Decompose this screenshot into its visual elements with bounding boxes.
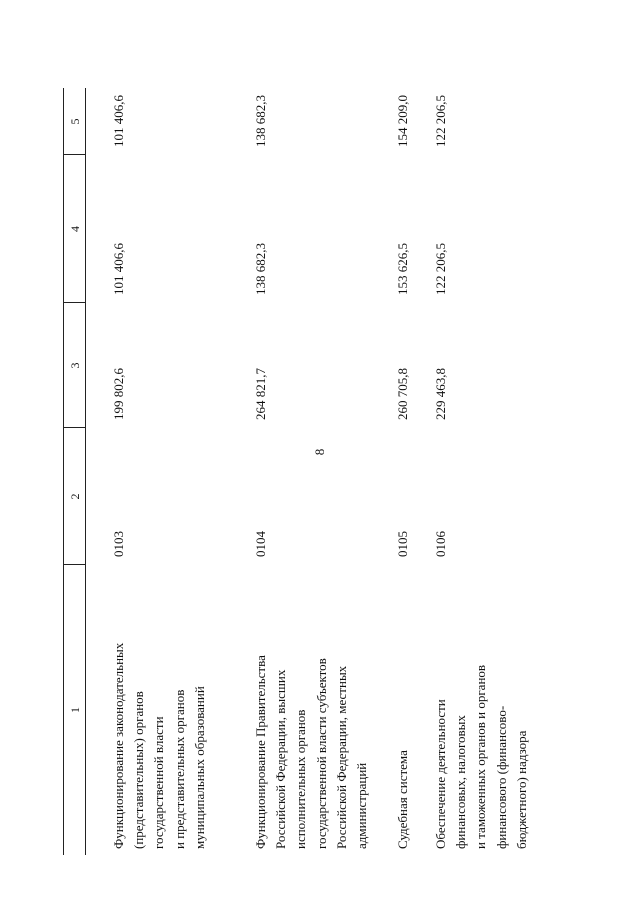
row-name-line: государственной власти субъектов	[313, 658, 329, 849]
row-value-col3: 229 463,8	[433, 368, 448, 420]
row-name-line: и таможенных органов и органов	[473, 664, 489, 849]
table-row	[109, 88, 229, 855]
table-top-rule	[63, 88, 64, 855]
row-name	[109, 569, 210, 849]
page-number: 8	[312, 448, 327, 456]
row-name-line: исполнительных органов	[293, 709, 309, 849]
header-col-2: 2	[68, 493, 82, 500]
row-name-line: Российской Федерации, местных	[333, 665, 349, 849]
row-name-line: Российской Федерации, высших	[273, 669, 289, 849]
row-name-line: Функционирование законодательных	[111, 642, 126, 849]
row-name-line: и представительных органов	[171, 689, 187, 849]
table-row	[251, 88, 371, 855]
header-col-1: 1	[68, 707, 82, 713]
table-row	[431, 88, 551, 855]
row-value-col5: 122 206,5	[433, 95, 448, 147]
row-value-col4: 153 626,5	[395, 243, 410, 295]
row-name-line: администраций	[354, 762, 370, 849]
row-value-col5: 138 682,3	[253, 95, 268, 147]
row-value-col4: 122 206,5	[433, 243, 448, 295]
row-code: 0103	[111, 531, 126, 557]
row-code: 0104	[253, 531, 268, 557]
header-col-3: 3	[68, 362, 82, 369]
row-value-col4: 138 682,3	[253, 243, 268, 295]
row-name-line: Функционирование Правительства	[253, 655, 268, 849]
row-name	[431, 569, 532, 849]
header-col-4: 4	[68, 226, 82, 232]
row-name-line: финансовых, налоговых	[453, 715, 469, 849]
row-code: 0105	[395, 531, 410, 557]
header-bottom-rule	[85, 88, 86, 855]
row-name-line: государственной власти	[151, 716, 167, 849]
row-code: 0106	[433, 531, 448, 557]
budget-table	[63, 88, 555, 855]
row-value-col5: 101 406,6	[111, 95, 126, 147]
row-name-line: Обеспечение деятельности	[433, 699, 448, 849]
row-name-line: муниципальных образований	[191, 686, 207, 849]
row-value-col3: 264 821,7	[253, 368, 268, 420]
header-col-5: 5	[68, 118, 82, 125]
row-value-col3: 199 802,6	[111, 368, 126, 420]
row-name-line: Судебная система	[395, 750, 410, 849]
row-value-col3: 260 705,8	[395, 368, 410, 420]
row-value-col5: 154 209,0	[395, 95, 410, 147]
table-rotated-content	[63, 88, 555, 855]
row-value-col4: 101 406,6	[111, 243, 126, 295]
row-name-line: (представительных) органов	[131, 691, 147, 849]
row-name	[393, 569, 413, 849]
row-name-line: бюджетного) надзора	[513, 730, 529, 849]
row-name-line: финансового (финансово-	[493, 705, 509, 849]
row-name	[251, 569, 372, 849]
